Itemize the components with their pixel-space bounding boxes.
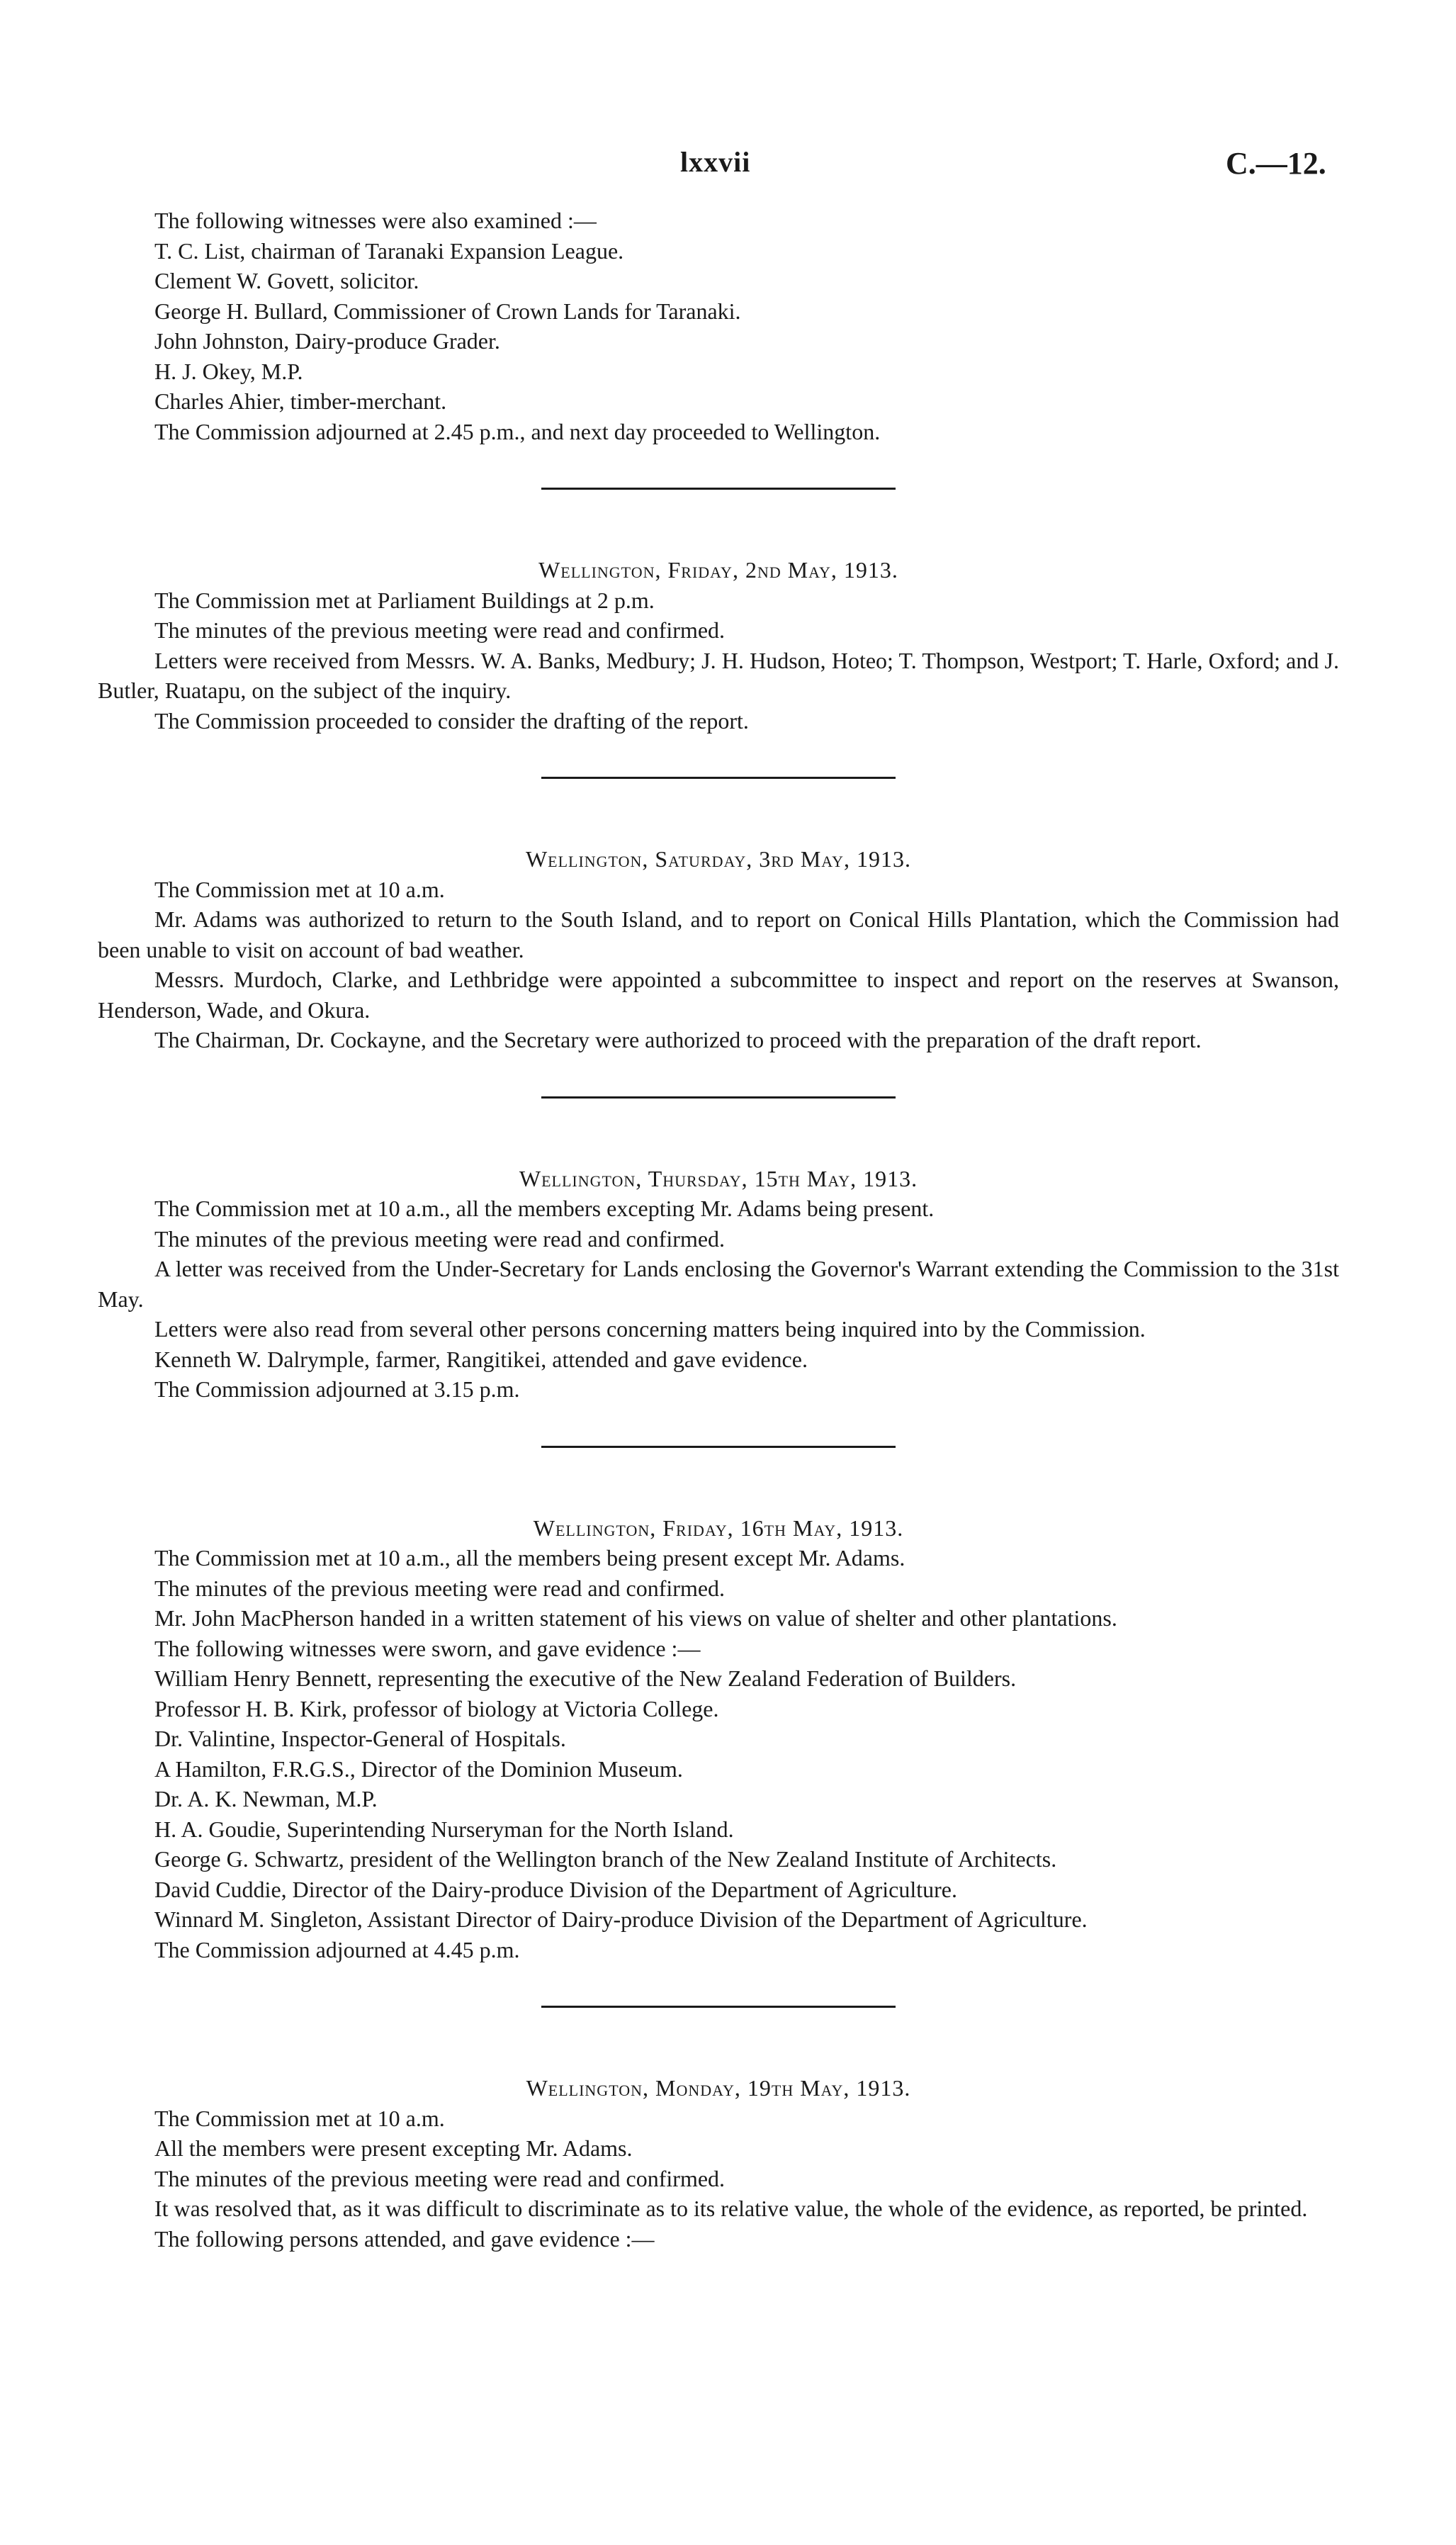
section-16th-may [98, 1513, 1339, 1965]
paragraph: A letter was received from the Under-Secretary for Lands enclosing the Governor's Warrant extending the Commission to the 31st May. [98, 1256, 1339, 1312]
paragraph: Winnard M. Singleton, Assistant Director of Dairy-produce Division of the Department of Agriculture. [154, 1906, 1088, 1932]
paragraph: The Chairman, Dr. Cockayne, and the Secretary were authorized to proceed with the preparation of the draft report. [154, 1027, 1202, 1052]
section-15th-may [98, 1164, 1339, 1405]
paragraph: T. C. List, chairman of Taranaki Expansion League. [154, 237, 624, 264]
section-taranaki-witnesses [98, 206, 1339, 446]
paragraph: The following witnesses were also examined :— [154, 208, 597, 233]
paragraph: The Commission met at 10 a.m., all the members being present except Mr. Adams. [154, 1545, 905, 1571]
section-19th-may [98, 2073, 1339, 2254]
paragraph: The Commission met at 10 a.m., all the members excepting Mr. Adams being present. [154, 1196, 935, 1221]
paragraph: The Commission met at 10 a.m. [154, 876, 445, 902]
paragraph: Charles Ahier, timber-merchant. [154, 388, 447, 414]
paragraph: The minutes of the previous meeting were read and confirmed. [154, 1225, 726, 1252]
paragraph: The minutes of the previous meeting were read and confirmed. [154, 2165, 726, 2191]
paragraph: Letters were received from Messrs. W. A. Banks, Medbury; J. H. Hudson, Hoteo; T. Thompson, Westport; T. Harle, Oxford; and J. Butler, Ruatapu, on the subject of the inquiry. [98, 647, 1339, 703]
paragraph: Mr. John MacPherson handed in a written statement of his views on value of shelter and other plantations. [154, 1605, 1117, 1631]
paragraph: George H. Bullard, Commissioner of Crown Lands for Taranaki. [154, 298, 741, 324]
paragraph: It was resolved that, as it was difficult to discriminate as to its relative value, the whole of the evidence, as reported, be printed. [154, 2196, 1308, 2221]
paragraph: John Johnston, Dairy-produce Grader. [154, 328, 500, 354]
paragraph: William Henry Bennett, representing the executive of the New Zealand Federation of Builders. [154, 1665, 1017, 1691]
paragraph: The Commission adjourned at 3.15 p.m. [154, 1376, 520, 1402]
document-reference: C.—12. [1226, 146, 1326, 181]
page-number: lxxvii [680, 146, 751, 178]
paragraph: Professor H. B. Kirk, professor of biology at Victoria College. [154, 1695, 719, 1721]
paragraph: The Commission proceeded to consider the drafting of the report. [154, 707, 749, 734]
paragraph: Messrs. Murdoch, Clarke, and Lethbridge were appointed a subcommittee to inspect and report on the reserves at Swanson, Henderson, Wade, and Okura. [98, 967, 1339, 1023]
paragraph: The following witnesses were sworn, and gave evidence :— [154, 1635, 701, 1661]
paragraph: Clement W. Govett, solicitor. [154, 268, 419, 293]
paragraph: The following persons attended, and gave evidence :— [154, 2225, 655, 2252]
paragraph: All the members were present excepting Mr. Adams. [154, 2135, 633, 2161]
paragraph: David Cuddie, Director of the Dairy-produce Division of the Department of Agriculture. [154, 1876, 957, 1902]
section-heading: Wellington, Thursday, 15th May, 1913. [519, 1165, 918, 1191]
paragraph: The Commission adjourned at 4.45 p.m. [154, 1936, 520, 1962]
page-header [0, 145, 1456, 188]
paragraph: Letters were also read from several other persons concerning matters being inquired into by the Commission. [154, 1316, 1146, 1342]
section-3rd-may [98, 844, 1339, 1055]
paragraph: Dr. A. K. Newman, M.P. [154, 1786, 378, 1811]
paragraph: The minutes of the previous meeting were read and confirmed. [154, 617, 726, 643]
section-heading: Wellington, Monday, 19th May, 1913. [526, 2075, 911, 2101]
paragraph: The Commission adjourned at 2.45 p.m., and next day proceeded to Wellington. [154, 418, 881, 444]
paragraph: The Commission met at Parliament Buildings at 2 p.m. [154, 587, 655, 613]
paragraph: The minutes of the previous meeting were read and confirmed. [154, 1575, 726, 1601]
document-body [98, 206, 1339, 2254]
paragraph: The Commission met at 10 a.m. [154, 2105, 445, 2131]
paragraph: George G. Schwartz, president of the Wellington branch of the New Zealand Institute of Architects. [154, 1846, 1057, 1872]
paragraph: H. J. Okey, M.P. [154, 358, 303, 384]
paragraph: Mr. Adams was authorized to return to the South Island, and to report on Conical Hills Plantation, which the Commission had been unable to visit on account of bad weather. [98, 906, 1339, 962]
paragraph: Dr. Valintine, Inspector-General of Hospitals. [154, 1726, 566, 1751]
paragraph: Kenneth W. Dalrymple, farmer, Rangitikei, attended and gave evidence. [154, 1346, 808, 1372]
paragraph: A Hamilton, F.R.G.S., Director of the Dominion Museum. [154, 1755, 683, 1782]
section-heading: Wellington, Friday, 16th May, 1913. [533, 1515, 904, 1541]
paragraph: H. A. Goudie, Superintending Nurseryman for the North Island. [154, 1816, 734, 1842]
section-2nd-may [98, 555, 1339, 736]
section-heading: Wellington, Friday, 2nd May, 1913. [538, 557, 898, 583]
section-heading: Wellington, Saturday, 3rd May, 1913. [525, 846, 912, 872]
